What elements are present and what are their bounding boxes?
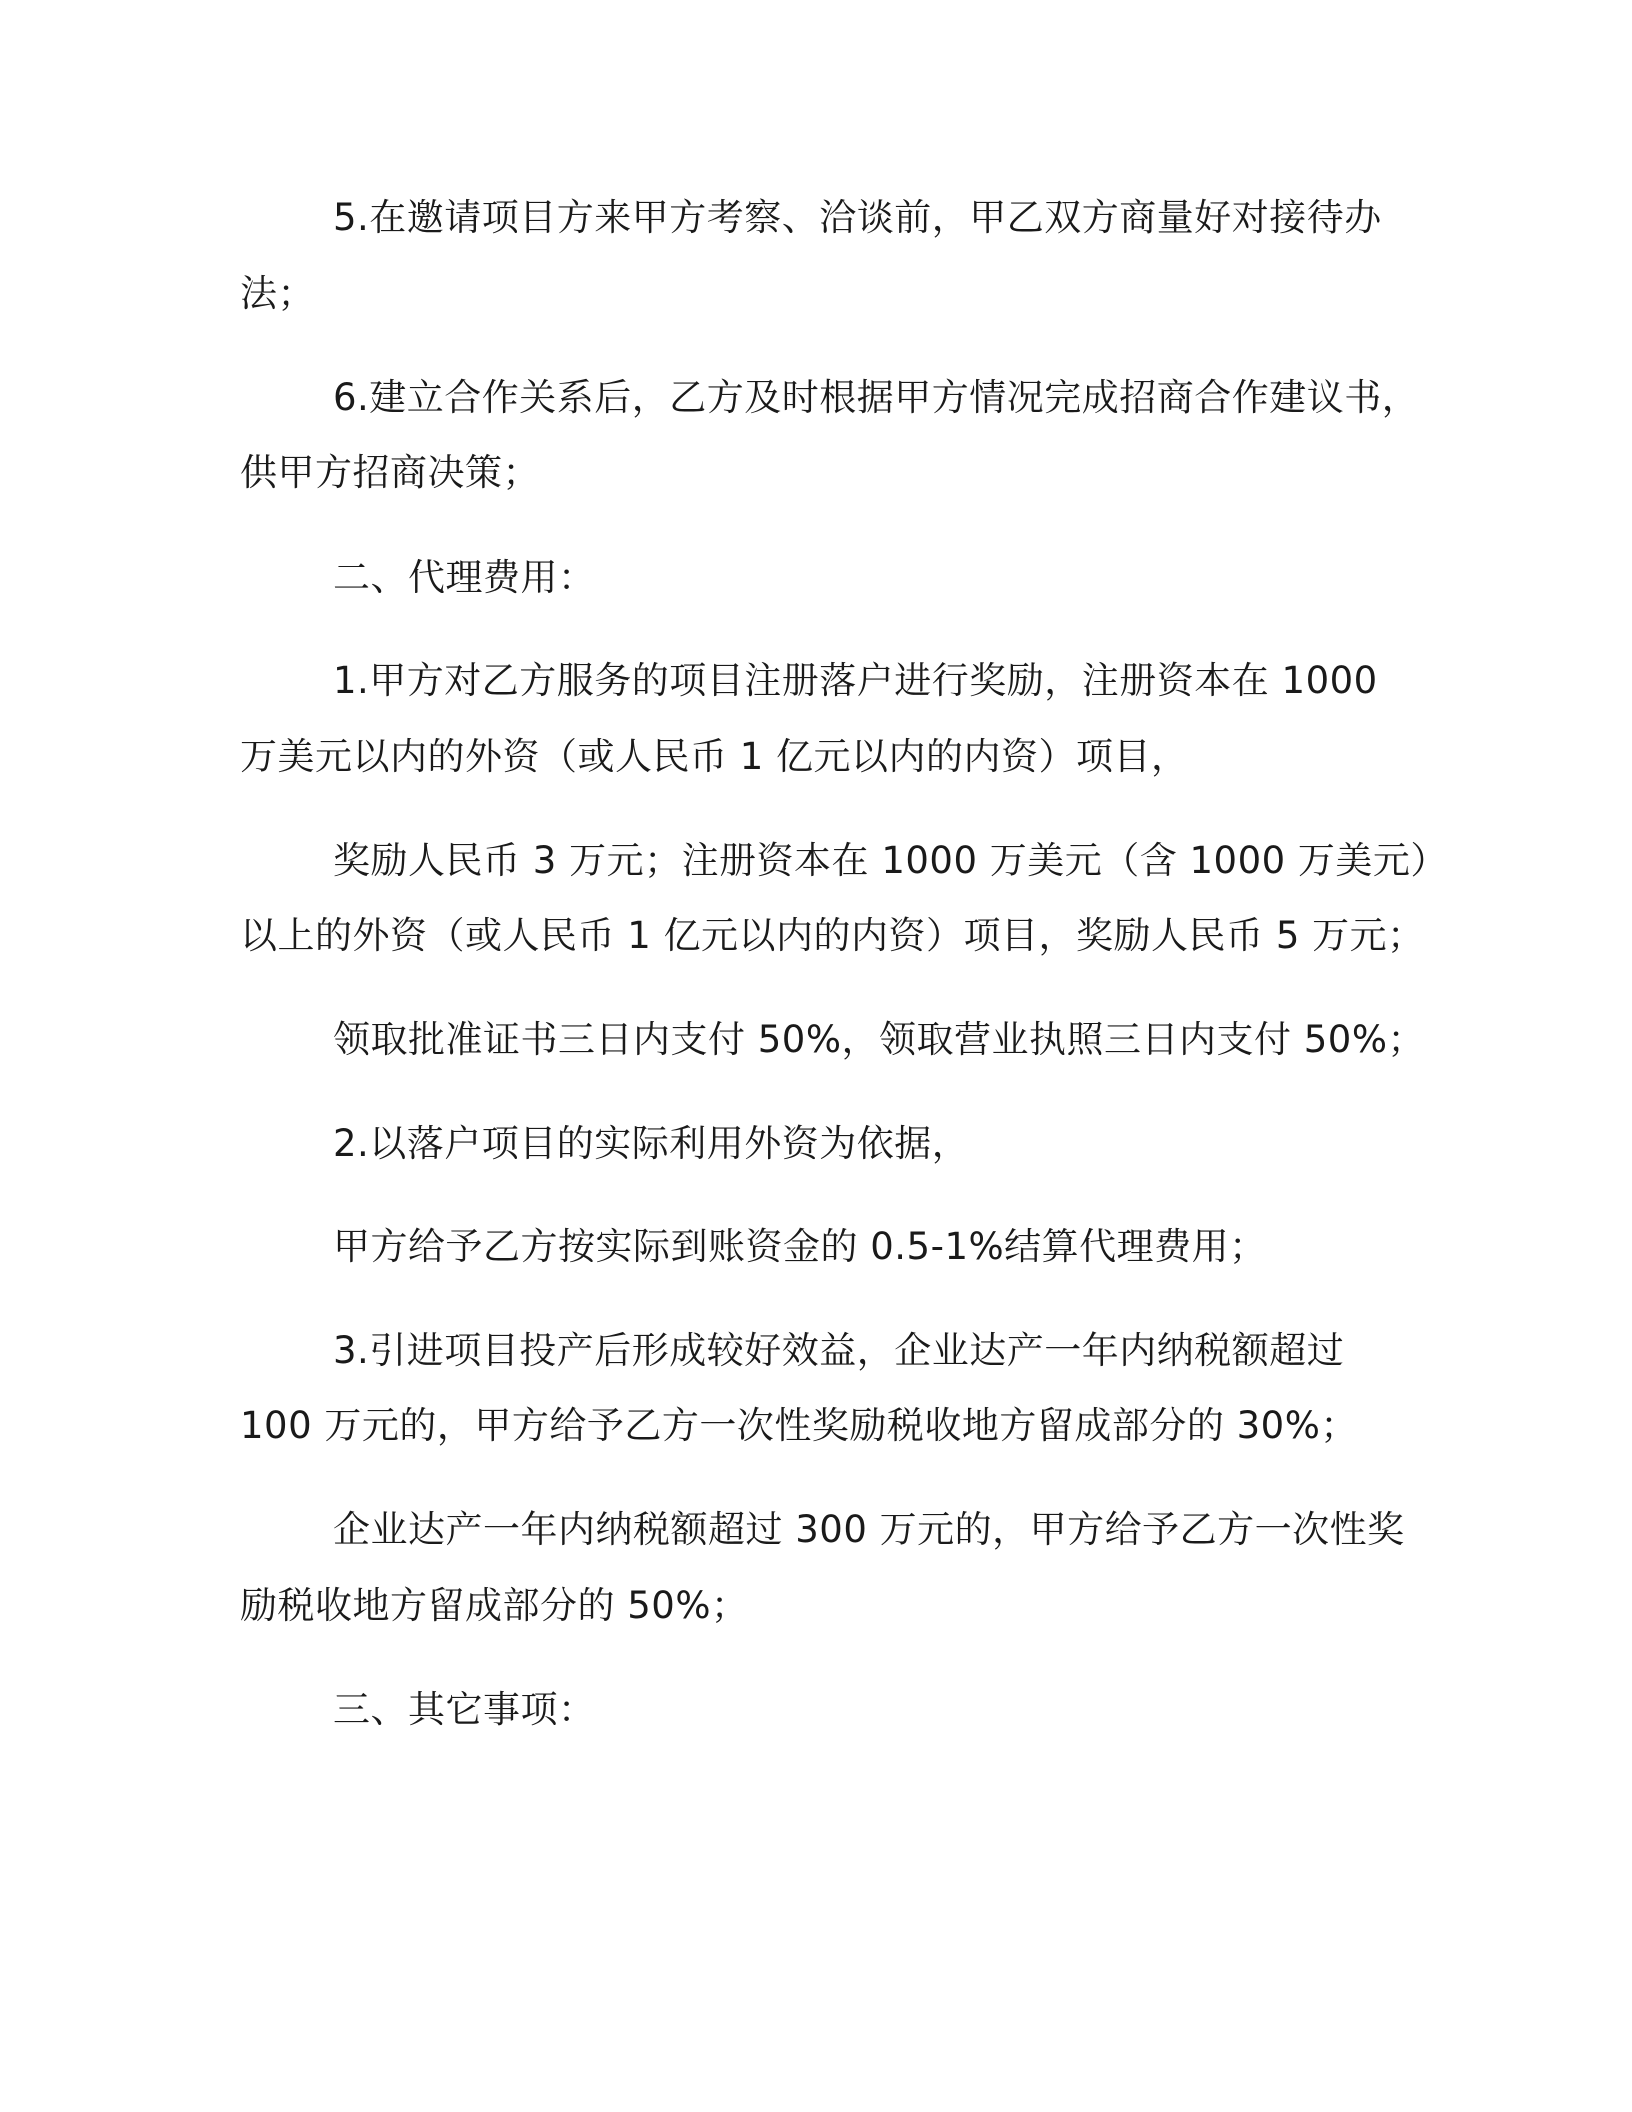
fee-item-1-line-1: 1.甲方对乙方服务的项目注册落户进行奖励，注册资本在 1000 — [333, 659, 1378, 702]
fee-item-3-line-1: 3.引进项目投产后形成较好效益，企业达产一年内纳税额超过 — [333, 1329, 1345, 1372]
fee-item-1c-line-1: 领取批准证书三日内支付 50%，领取营业执照三日内支付 50%； — [333, 1018, 1425, 1061]
paragraph-6-line-1: 6.建立合作关系后，乙方及时根据甲方情况完成招商合作建议书， — [333, 376, 1420, 419]
fee-item-3-line-2: 100 万元的，甲方给予乙方一次性奖励税收地方留成部分的 30%； — [240, 1404, 1358, 1447]
fee-item-1b-line-2: 以上的外资（或人民币 1 亿元以内的内资）项目，奖励人民币 5 万元； — [240, 914, 1425, 957]
fee-item-1b-line-1: 奖励人民币 3 万元；注册资本在 1000 万美元（含 1000 万美元） — [333, 839, 1448, 882]
paragraph-5-line-2: 法； — [240, 272, 315, 315]
section-heading-agency-fees: 二、代理费用： — [333, 556, 596, 599]
fee-item-3b-line-1: 企业达产一年内纳税额超过 300 万元的，甲方给予乙方一次性奖 — [333, 1508, 1405, 1551]
paragraph-6-line-2: 供甲方招商决策； — [240, 451, 540, 494]
fee-item-1-line-2: 万美元以内的外资（或人民币 1 亿元以内的内资）项目， — [240, 735, 1189, 778]
fee-item-3b-line-2: 励税收地方留成部分的 50%； — [240, 1584, 749, 1627]
paragraph-5-line-1: 5.在邀请项目方来甲方考察、洽谈前，甲乙双方商量好对接待办 — [333, 196, 1382, 239]
fee-item-2-line-1: 2.以落户项目的实际利用外资为依据， — [333, 1122, 970, 1165]
section-heading-other-matters: 三、其它事项： — [333, 1688, 596, 1731]
fee-item-2b-line-1: 甲方给予乙方按实际到账资金的 0.5-1%结算代理费用； — [333, 1225, 1267, 1268]
